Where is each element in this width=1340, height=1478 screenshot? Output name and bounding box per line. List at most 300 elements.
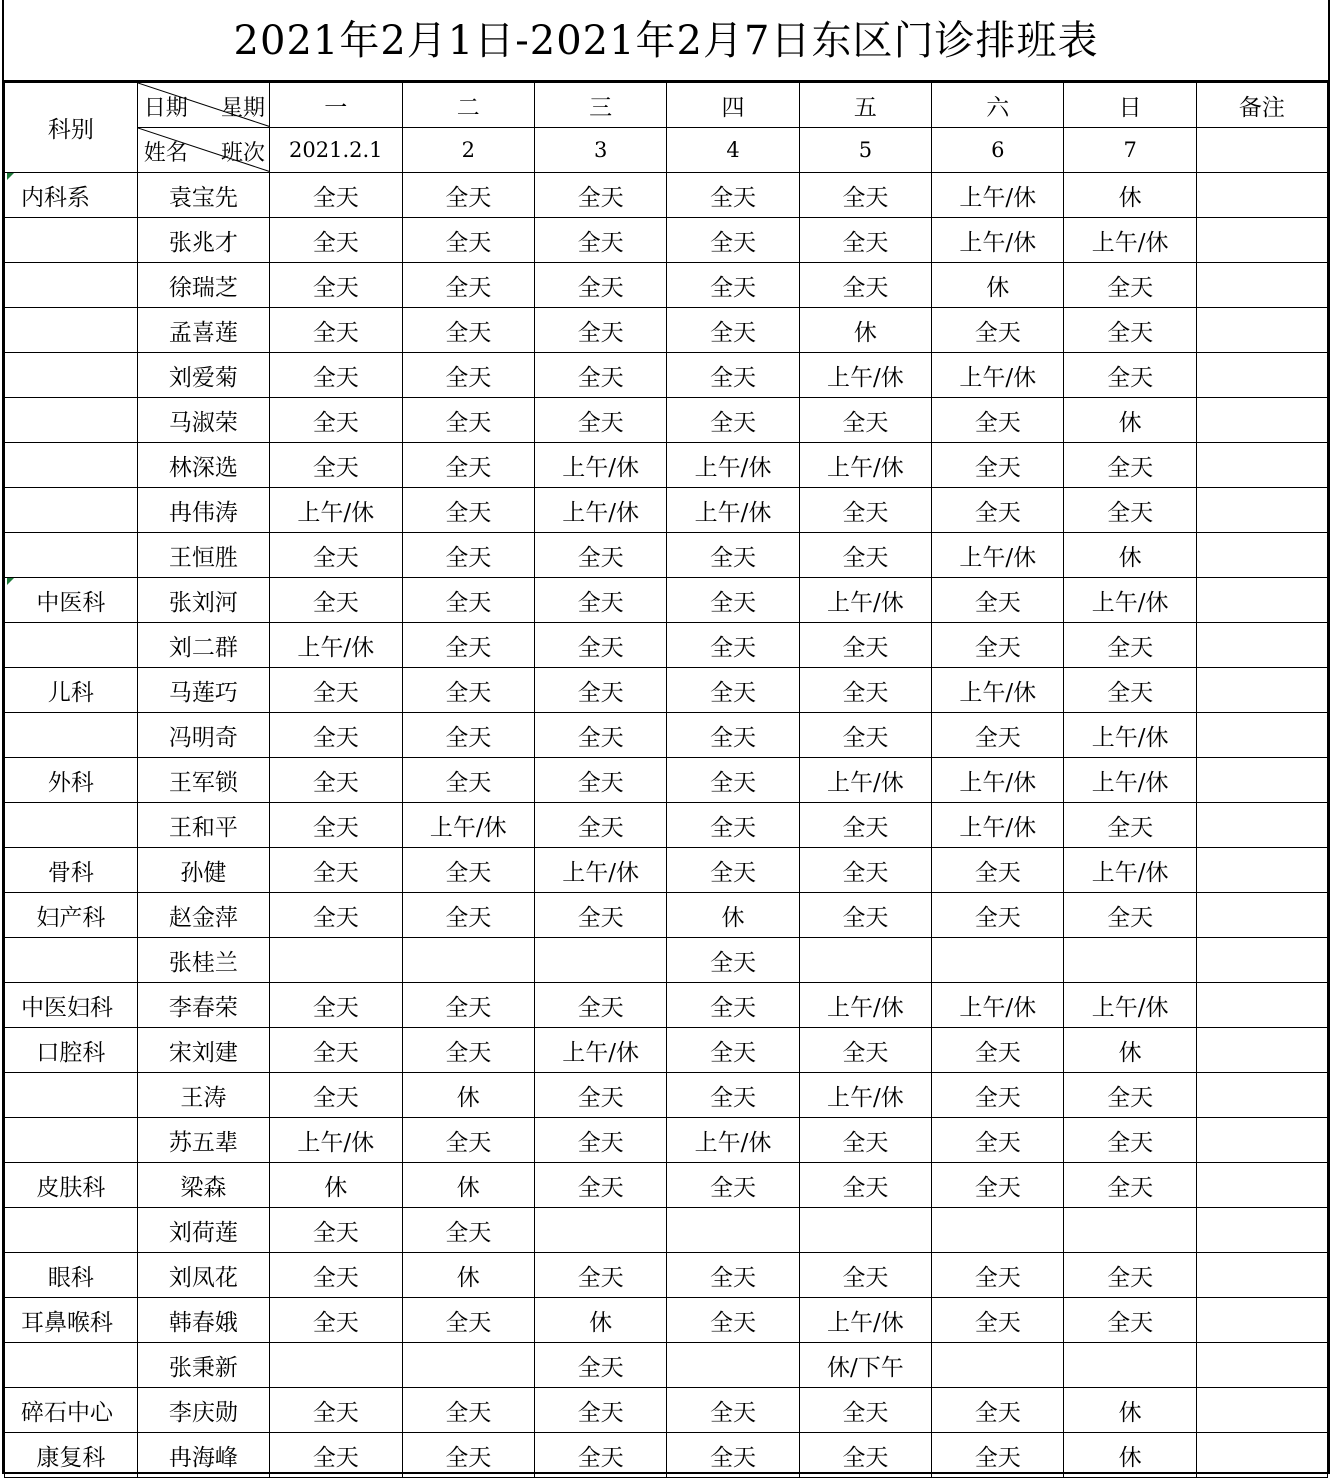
shift-cell: 全天 (1064, 623, 1196, 668)
shift-cell: 上午/休 (667, 488, 799, 533)
remarks-cell (1196, 263, 1327, 308)
table-row (5, 893, 1328, 938)
shift-cell: 全天 (270, 263, 403, 308)
shift-cell: 全天 (270, 398, 403, 443)
shift-cell: 全天 (270, 1388, 403, 1433)
remarks-cell (1196, 1253, 1327, 1298)
table-row (5, 1163, 1328, 1208)
dept-cell (5, 173, 138, 218)
shift-cell: 全天 (799, 803, 931, 848)
shift-cell: 全天 (1064, 893, 1196, 938)
shift-cell (534, 1208, 666, 1253)
remarks-cell (1196, 398, 1327, 443)
shift-cell: 全天 (402, 578, 534, 623)
table-row (5, 1208, 1328, 1253)
shift-cell (932, 938, 1064, 983)
dept-name: 中医妇科 (21, 994, 113, 1021)
shift-cell: 全天 (534, 1433, 666, 1478)
shift-cell (932, 1208, 1064, 1253)
staff-name-cell: 张秉新 (137, 1343, 269, 1388)
table-row (5, 1388, 1328, 1433)
dept-cell (5, 488, 138, 533)
weekday-cell: 日 (1064, 83, 1196, 128)
shift-cell: 全天 (270, 713, 403, 758)
remarks-cell (1196, 893, 1327, 938)
shift-cell: 全天 (534, 668, 666, 713)
table-row (5, 713, 1328, 758)
shift-cell (534, 938, 666, 983)
shift-cell: 全天 (799, 1118, 931, 1163)
remarks-cell (1196, 983, 1327, 1028)
shift-cell: 上午/休 (932, 353, 1064, 398)
dept-cell (5, 983, 138, 1028)
shift-cell: 全天 (932, 623, 1064, 668)
staff-name-cell: 王军锁 (137, 758, 269, 803)
shift-cell: 上午/休 (270, 1118, 403, 1163)
shift-cell: 全天 (799, 263, 931, 308)
shift-cell: 全天 (402, 488, 534, 533)
shift-cell: 全天 (1064, 668, 1196, 713)
shift-cell: 全天 (270, 173, 403, 218)
shift-cell: 休 (402, 1163, 534, 1208)
shift-cell: 全天 (799, 218, 931, 263)
shift-cell: 休 (932, 263, 1064, 308)
staff-name-cell: 孟喜莲 (137, 308, 269, 353)
shift-cell: 全天 (534, 353, 666, 398)
weekday-cell: 五 (799, 83, 931, 128)
shift-cell: 全天 (1064, 263, 1196, 308)
shift-cell: 全天 (667, 713, 799, 758)
shift-cell: 全天 (932, 1388, 1064, 1433)
date-cell: 3 (534, 128, 666, 173)
shift-cell: 全天 (402, 353, 534, 398)
shift-cell: 全天 (932, 443, 1064, 488)
weekday-cell: 一 (270, 83, 403, 128)
shift-cell: 全天 (402, 443, 534, 488)
dept-cell (5, 1298, 138, 1343)
table-row (5, 803, 1328, 848)
shift-cell: 全天 (1064, 1163, 1196, 1208)
header-row-date (5, 128, 1328, 173)
shift-cell: 全天 (402, 1118, 534, 1163)
remarks-cell (1196, 668, 1327, 713)
shift-cell: 全天 (270, 443, 403, 488)
dept-cell (5, 758, 138, 803)
shift-cell: 全天 (534, 218, 666, 263)
dept-name: 眼科 (47, 1264, 94, 1291)
shift-cell: 上午/休 (667, 1118, 799, 1163)
shift-cell: 全天 (534, 398, 666, 443)
table-row (5, 1028, 1328, 1073)
shift-cell: 全天 (667, 938, 799, 983)
staff-name-cell: 冉海峰 (137, 1433, 269, 1478)
shift-cell: 全天 (799, 1163, 931, 1208)
shift-cell: 全天 (1064, 803, 1196, 848)
table-row (5, 1343, 1328, 1388)
shift-cell: 全天 (1064, 308, 1196, 353)
shift-cell (799, 1208, 931, 1253)
weekday-cell: 四 (667, 83, 799, 128)
dept-name: 口腔科 (36, 1039, 106, 1066)
shift-cell: 全天 (534, 1073, 666, 1118)
shift-cell: 全天 (534, 578, 666, 623)
staff-name-cell: 王恒胜 (137, 533, 269, 578)
shift-cell: 上午/休 (1064, 578, 1196, 623)
remarks-cell (1196, 848, 1327, 893)
shift-cell: 全天 (932, 398, 1064, 443)
shift-cell: 休 (1064, 173, 1196, 218)
table-row (5, 578, 1328, 623)
shift-cell: 全天 (402, 983, 534, 1028)
weekday-label: 星期 (221, 96, 266, 121)
shift-cell (667, 1343, 799, 1388)
table-row (5, 353, 1328, 398)
shift-cell: 全天 (402, 1298, 534, 1343)
staff-name-cell: 韩春娥 (137, 1298, 269, 1343)
shift-cell: 全天 (932, 488, 1064, 533)
remarks-cell (1196, 803, 1327, 848)
date-cell: 2 (402, 128, 534, 173)
dept-cell (5, 1433, 138, 1478)
shift-cell: 全天 (534, 1118, 666, 1163)
staff-name-cell: 刘凤花 (137, 1253, 269, 1298)
remarks-cell (1196, 623, 1327, 668)
shift-cell: 全天 (534, 803, 666, 848)
shift-cell: 全天 (270, 1073, 403, 1118)
staff-name-cell: 赵金萍 (137, 893, 269, 938)
table-row (5, 1298, 1328, 1343)
shift-cell: 全天 (270, 353, 403, 398)
shift-cell: 休 (799, 308, 931, 353)
table-row (5, 218, 1328, 263)
shift-cell: 全天 (270, 848, 403, 893)
remarks-cell (1196, 443, 1327, 488)
dept-cell (5, 263, 138, 308)
table-row (5, 983, 1328, 1028)
shift-cell (402, 1343, 534, 1388)
shift-cell: 全天 (667, 1163, 799, 1208)
remarks-cell (1196, 218, 1327, 263)
page-title: 2021年2月1日-2021年2月7日东区门诊排班表 (4, 0, 1328, 82)
shift-cell: 全天 (270, 1298, 403, 1343)
table-row (5, 938, 1328, 983)
date-weekday-header (137, 83, 269, 128)
shift-cell: 全天 (534, 1253, 666, 1298)
shift-cell: 全天 (667, 848, 799, 893)
weekday-cell: 三 (534, 83, 666, 128)
dept-cell (5, 578, 138, 623)
date-cell: 6 (932, 128, 1064, 173)
staff-name-cell: 袁宝先 (137, 173, 269, 218)
shift-cell: 全天 (667, 308, 799, 353)
staff-name-cell: 李春荣 (137, 983, 269, 1028)
shift-cell: 全天 (270, 308, 403, 353)
table-row (5, 623, 1328, 668)
shift-cell: 全天 (534, 533, 666, 578)
shift-cell: 全天 (799, 1433, 931, 1478)
staff-name-cell: 张桂兰 (137, 938, 269, 983)
shift-cell: 全天 (402, 1208, 534, 1253)
shift-cell (932, 1343, 1064, 1388)
shift-cell: 全天 (402, 308, 534, 353)
shift-cell: 全天 (667, 1028, 799, 1073)
cell-comment-marker (7, 173, 14, 180)
dept-cell (5, 308, 138, 353)
staff-name-cell: 冯明奇 (137, 713, 269, 758)
remarks-cell (1196, 578, 1327, 623)
shift-cell: 全天 (402, 893, 534, 938)
dept-name: 内科系 (21, 184, 90, 211)
shift-cell: 上午/休 (799, 1298, 931, 1343)
staff-name-cell: 宋刘建 (137, 1028, 269, 1073)
dept-name: 碎石中心 (21, 1399, 113, 1426)
shift-cell: 休 (1064, 1388, 1196, 1433)
shift-cell (1064, 1208, 1196, 1253)
remarks-cell (1196, 488, 1327, 533)
shift-cell: 休/下午 (799, 1343, 931, 1388)
shift-cell: 全天 (799, 1253, 931, 1298)
shift-cell: 上午/休 (1064, 218, 1196, 263)
shift-cell: 上午/休 (799, 758, 931, 803)
shift-cell (1064, 938, 1196, 983)
shift-cell: 全天 (402, 623, 534, 668)
dept-name: 康复科 (36, 1444, 106, 1471)
table-row (5, 848, 1328, 893)
shift-cell: 全天 (534, 758, 666, 803)
shift-cell: 上午/休 (534, 443, 666, 488)
shift-cell: 全天 (799, 668, 931, 713)
shift-cell: 全天 (270, 533, 403, 578)
staff-name-cell: 王和平 (137, 803, 269, 848)
shift-cell: 全天 (402, 1388, 534, 1433)
shift-cell: 全天 (799, 893, 931, 938)
shift-cell: 全天 (799, 533, 931, 578)
dept-cell (5, 1253, 138, 1298)
dept-cell (5, 443, 138, 488)
schedule-sheet (2, 0, 1330, 1474)
shift-cell: 全天 (402, 218, 534, 263)
shift-cell: 全天 (667, 623, 799, 668)
table-row (5, 533, 1328, 578)
shift-cell: 全天 (534, 713, 666, 758)
shift-cell: 上午/休 (799, 983, 931, 1028)
shift-cell: 全天 (667, 398, 799, 443)
shift-cell: 全天 (270, 803, 403, 848)
dept-cell (5, 398, 138, 443)
shift-cell: 上午/休 (534, 848, 666, 893)
remarks-cell (1196, 353, 1327, 398)
shift-cell: 全天 (270, 218, 403, 263)
shift-cell: 全天 (402, 263, 534, 308)
staff-name-cell: 孙健 (137, 848, 269, 893)
shift-cell: 全天 (667, 173, 799, 218)
remarks-header: 备注 (1196, 83, 1327, 128)
shift-cell: 全天 (402, 713, 534, 758)
shift-cell: 全天 (534, 893, 666, 938)
shift-cell: 全天 (667, 1298, 799, 1343)
shift-cell: 全天 (932, 1118, 1064, 1163)
weekday-cell: 二 (402, 83, 534, 128)
shift-cell (270, 1343, 403, 1388)
shift-cell: 上午/休 (270, 623, 403, 668)
table-row (5, 173, 1328, 218)
shift-cell: 全天 (799, 1388, 931, 1433)
dept-cell (5, 1343, 138, 1388)
shift-cell: 全天 (799, 398, 931, 443)
staff-name-cell: 徐瑞芝 (137, 263, 269, 308)
dept-name: 耳鼻喉科 (21, 1309, 113, 1336)
shift-cell: 全天 (932, 1298, 1064, 1343)
shift-cell: 全天 (402, 398, 534, 443)
remarks-cell (1196, 533, 1327, 578)
shift-cell: 上午/休 (799, 353, 931, 398)
shift-cell: 上午/休 (932, 533, 1064, 578)
shift-cell: 全天 (932, 1163, 1064, 1208)
dept-cell (5, 713, 138, 758)
shift-cell: 全天 (534, 1388, 666, 1433)
shift-cell: 全天 (1064, 443, 1196, 488)
remarks-cell (1196, 1298, 1327, 1343)
name-label: 姓名 (143, 141, 188, 166)
shift-cell (799, 938, 931, 983)
dept-cell (5, 1208, 138, 1253)
shift-cell: 休 (270, 1163, 403, 1208)
shift-cell: 全天 (667, 218, 799, 263)
dept-cell (5, 668, 138, 713)
shift-cell: 全天 (1064, 1253, 1196, 1298)
dept-cell (5, 1028, 138, 1073)
shift-cell: 上午/休 (1064, 848, 1196, 893)
dept-cell (5, 533, 138, 578)
remarks-cell (1196, 713, 1327, 758)
shift-cell: 上午/休 (534, 488, 666, 533)
weekday-cell: 六 (932, 83, 1064, 128)
shift-cell: 全天 (799, 488, 931, 533)
shift-cell: 全天 (534, 623, 666, 668)
shift-cell: 上午/休 (1064, 983, 1196, 1028)
shift-cell: 全天 (932, 578, 1064, 623)
staff-name-cell: 林深选 (137, 443, 269, 488)
shift-cell (667, 1208, 799, 1253)
dept-cell (5, 353, 138, 398)
shift-cell: 休 (534, 1298, 666, 1343)
shift-cell: 上午/休 (932, 173, 1064, 218)
shift-cell: 全天 (932, 1073, 1064, 1118)
staff-name-cell: 刘二群 (137, 623, 269, 668)
shift-cell: 休 (1064, 1028, 1196, 1073)
staff-name-cell: 李庆勋 (137, 1388, 269, 1433)
staff-name-cell: 马莲巧 (137, 668, 269, 713)
remarks-cell (1196, 308, 1327, 353)
shift-cell: 全天 (799, 173, 931, 218)
date-cell: 5 (799, 128, 931, 173)
dept-name: 中医科 (36, 589, 106, 616)
shift-cell: 上午/休 (1064, 713, 1196, 758)
date-cell: 2021.2.1 (270, 128, 403, 173)
remarks-cell (1196, 1028, 1327, 1073)
shift-cell: 全天 (402, 533, 534, 578)
shift-cell: 全天 (534, 1343, 666, 1388)
shift-cell: 全天 (667, 1433, 799, 1478)
shift-cell: 全天 (667, 1073, 799, 1118)
shift-cell: 全天 (1064, 1073, 1196, 1118)
dept-name: 外科 (47, 769, 94, 796)
shift-cell: 上午/休 (799, 443, 931, 488)
dept-name: 骨科 (47, 859, 94, 886)
remarks-cell (1196, 128, 1327, 173)
date-cell: 4 (667, 128, 799, 173)
shift-cell: 全天 (667, 353, 799, 398)
cell-comment-marker (7, 578, 14, 585)
table-row (5, 1253, 1328, 1298)
shift-cell: 全天 (1064, 1298, 1196, 1343)
shift-cell: 休 (402, 1253, 534, 1298)
shift-cell: 全天 (667, 533, 799, 578)
shift-label: 班次 (221, 141, 266, 166)
shift-cell: 全天 (1064, 1118, 1196, 1163)
staff-name-cell: 冉伟涛 (137, 488, 269, 533)
shift-cell: 全天 (270, 1433, 403, 1478)
dept-cell (5, 1388, 138, 1433)
table-row (5, 308, 1328, 353)
dept-name: 妇产科 (36, 904, 106, 931)
table-row (5, 398, 1328, 443)
shift-cell: 全天 (534, 983, 666, 1028)
shift-cell: 休 (1064, 533, 1196, 578)
staff-name-cell: 张刘河 (137, 578, 269, 623)
shift-cell: 休 (1064, 1433, 1196, 1478)
shift-cell: 全天 (402, 1028, 534, 1073)
shift-cell: 全天 (667, 1388, 799, 1433)
shift-cell: 全天 (932, 308, 1064, 353)
staff-name-cell: 张兆才 (137, 218, 269, 263)
shift-cell (270, 938, 403, 983)
shift-cell: 全天 (799, 623, 931, 668)
staff-name-cell: 刘爱菊 (137, 353, 269, 398)
shift-cell: 全天 (270, 1208, 403, 1253)
shift-cell: 全天 (270, 578, 403, 623)
dept-cell (5, 803, 138, 848)
shift-cell: 全天 (402, 173, 534, 218)
shift-cell: 全天 (932, 893, 1064, 938)
shift-cell: 上午/休 (932, 983, 1064, 1028)
table-row (5, 758, 1328, 803)
shift-cell: 休 (1064, 398, 1196, 443)
shift-cell: 全天 (270, 758, 403, 803)
shift-cell: 全天 (667, 758, 799, 803)
shift-cell: 全天 (932, 1253, 1064, 1298)
shift-cell: 全天 (932, 1028, 1064, 1073)
remarks-cell (1196, 1433, 1327, 1478)
shift-cell: 全天 (534, 308, 666, 353)
table-row (5, 1073, 1328, 1118)
remarks-cell (1196, 1073, 1327, 1118)
table-row (5, 1433, 1328, 1478)
shift-cell: 上午/休 (667, 443, 799, 488)
shift-cell: 全天 (402, 758, 534, 803)
shift-cell: 上午/休 (799, 1073, 931, 1118)
date-cell: 7 (1064, 128, 1196, 173)
shift-cell: 全天 (932, 848, 1064, 893)
remarks-cell (1196, 1388, 1327, 1433)
shift-cell: 全天 (270, 1253, 403, 1298)
shift-cell: 全天 (1064, 353, 1196, 398)
shift-cell: 全天 (534, 263, 666, 308)
shift-cell: 全天 (667, 578, 799, 623)
shift-cell: 全天 (799, 713, 931, 758)
dept-header: 科别 (5, 83, 138, 173)
dept-cell (5, 1118, 138, 1163)
